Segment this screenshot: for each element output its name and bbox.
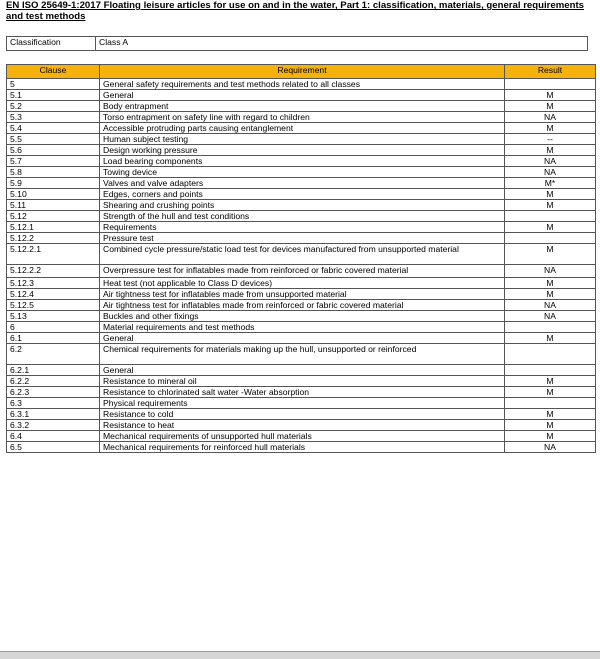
result-cell: M [505,145,596,156]
result-cell: NA [505,156,596,167]
clause-cell: 5.10 [7,189,100,200]
clause-cell: 6.3.2 [7,420,100,431]
table-row [7,365,596,376]
requirement-cell: Strength of the hull and test conditions [100,211,505,222]
requirement-cell: Resistance to heat [100,420,505,431]
clause-cell: 5.13 [7,311,100,322]
result-cell: M [505,90,596,101]
clause-cell: 6.2 [7,344,100,365]
requirement-cell: Human subject testing [100,134,505,145]
result-cell: M [505,420,596,431]
clause-cell: 5.11 [7,200,100,211]
table-row [7,101,596,112]
result-cell: M [505,278,596,289]
requirement-cell: Material requirements and test methods [100,322,505,333]
clause-cell: 5.2 [7,101,100,112]
clause-cell: 6.3 [7,398,100,409]
clause-cell: 6.2.3 [7,387,100,398]
clause-cell: 5.12.3 [7,278,100,289]
result-cell: M [505,101,596,112]
table-row [7,233,596,244]
classification-label: Classification [7,37,96,51]
result-cell [505,79,596,90]
result-cell: M [505,409,596,420]
table-row [7,156,596,167]
requirement-cell: Resistance to chlorinated salt water -Water absorption [100,387,505,398]
clause-cell: 5.1 [7,90,100,101]
result-cell: NA [505,300,596,311]
clause-cell: 6.2.1 [7,365,100,376]
table-row [7,376,596,387]
clause-cell: 5.12 [7,211,100,222]
requirement-cell: Load bearing components [100,156,505,167]
header-requirement: Requirement [100,65,505,79]
requirement-cell: Air tightness test for inflatables made from unsupported material [100,289,505,300]
requirement-cell: Mechanical requirements for reinforced hull materials [100,442,505,453]
clause-cell: 5.12.2 [7,233,100,244]
requirement-cell: Resistance to mineral oil [100,376,505,387]
result-cell: NA [505,112,596,123]
requirement-cell: Combined cycle pressure/static load test for devices manufactured from unsupported material [100,244,505,265]
table-row [7,200,596,211]
table-row [7,278,596,289]
result-cell: M [505,289,596,300]
table-row [7,442,596,453]
table-row [7,409,596,420]
result-cell: M* [505,178,596,189]
classification-value: Class A [96,37,588,51]
result-cell: NA [505,167,596,178]
table-row [7,211,596,222]
result-cell [505,344,596,365]
clause-cell: 5.3 [7,112,100,123]
result-cell: NA [505,265,596,278]
requirement-cell: Resistance to cold [100,409,505,420]
table-row [7,265,596,278]
requirement-cell: General [100,365,505,376]
requirement-cell: Heat test (not applicable to Class D devices) [100,278,505,289]
table-row [7,333,596,344]
result-cell: M [505,387,596,398]
table-row [7,420,596,431]
document-title: EN ISO 25649-1:2017 Floating leisure articles for use on and in the water, Part 1: classification, materials, general requirements and test methods [6,0,584,22]
table-row [7,322,596,333]
result-cell: M [505,189,596,200]
requirement-cell: General [100,90,505,101]
table-row [7,431,596,442]
classification-row [7,37,588,51]
clause-cell: 5.12.5 [7,300,100,311]
clause-cell: 5.12.1 [7,222,100,233]
clause-cell: 6 [7,322,100,333]
requirement-cell: Body entrapment [100,101,505,112]
result-cell [505,322,596,333]
clause-cell: 5.12.4 [7,289,100,300]
requirement-cell: Requirements [100,222,505,233]
requirement-cell: Torso entrapment on safety line with regard to children [100,112,505,123]
result-cell: M [505,244,596,265]
requirement-cell: General safety requirements and test methods related to all classes [100,79,505,90]
clause-cell: 6.4 [7,431,100,442]
table-row [7,222,596,233]
requirement-cell: Pressure test [100,233,505,244]
requirement-cell: Chemical requirements for materials making up the hull, unsupported or reinforced [100,344,505,365]
result-cell: M [505,222,596,233]
table-row [7,344,596,365]
requirement-cell: Design working pressure [100,145,505,156]
table-row [7,178,596,189]
clause-cell: 6.3.1 [7,409,100,420]
result-cell [505,398,596,409]
table-row [7,134,596,145]
clause-cell: 6.1 [7,333,100,344]
result-cell [505,211,596,222]
clause-cell: 5.6 [7,145,100,156]
result-cell [505,233,596,244]
clause-cell: 5.5 [7,134,100,145]
requirement-cell: Buckles and other fixings [100,311,505,322]
result-cell: NA [505,311,596,322]
requirement-cell: Towing device [100,167,505,178]
table-row [7,79,596,90]
result-cell: M [505,200,596,211]
requirement-cell: Edges, corners and points [100,189,505,200]
table-row [7,189,596,200]
clause-cell: 5.8 [7,167,100,178]
table-row [7,289,596,300]
table-row [7,244,596,265]
table-header-row [7,65,596,79]
result-cell: NA [505,442,596,453]
result-cell: M [505,123,596,134]
table-row [7,398,596,409]
table-body [7,79,596,453]
requirement-cell: Physical requirements [100,398,505,409]
result-cell [505,365,596,376]
classification-table [6,36,588,51]
result-cell: M [505,376,596,387]
clause-cell: 5 [7,79,100,90]
requirement-cell: Valves and valve adapters [100,178,505,189]
requirement-cell: Overpressure test for inflatables made from reinforced or fabric covered material [100,265,505,278]
table-row [7,167,596,178]
requirement-cell: Accessible protruding parts causing entanglement [100,123,505,134]
clause-cell: 5.12.2.2 [7,265,100,278]
requirement-cell: General [100,333,505,344]
table-row [7,123,596,134]
header-result: Result [505,65,596,79]
requirement-cell: Air tightness test for inflatables made from reinforced or fabric covered material [100,300,505,311]
clause-cell: 5.12.2.1 [7,244,100,265]
table-row [7,112,596,123]
clause-cell: 5.4 [7,123,100,134]
result-cell: M [505,333,596,344]
table-row [7,300,596,311]
requirement-cell: Shearing and crushing points [100,200,505,211]
clause-cell: 6.5 [7,442,100,453]
table-row [7,311,596,322]
result-cell: -- [505,134,596,145]
requirements-table [6,64,596,453]
clause-cell: 6.2.2 [7,376,100,387]
table-row [7,387,596,398]
header-clause: Clause [7,65,100,79]
clause-cell: 5.7 [7,156,100,167]
table-row [7,90,596,101]
requirement-cell: Mechanical requirements of unsupported hull materials [100,431,505,442]
clause-cell: 5.9 [7,178,100,189]
result-cell: M [505,431,596,442]
table-row [7,145,596,156]
